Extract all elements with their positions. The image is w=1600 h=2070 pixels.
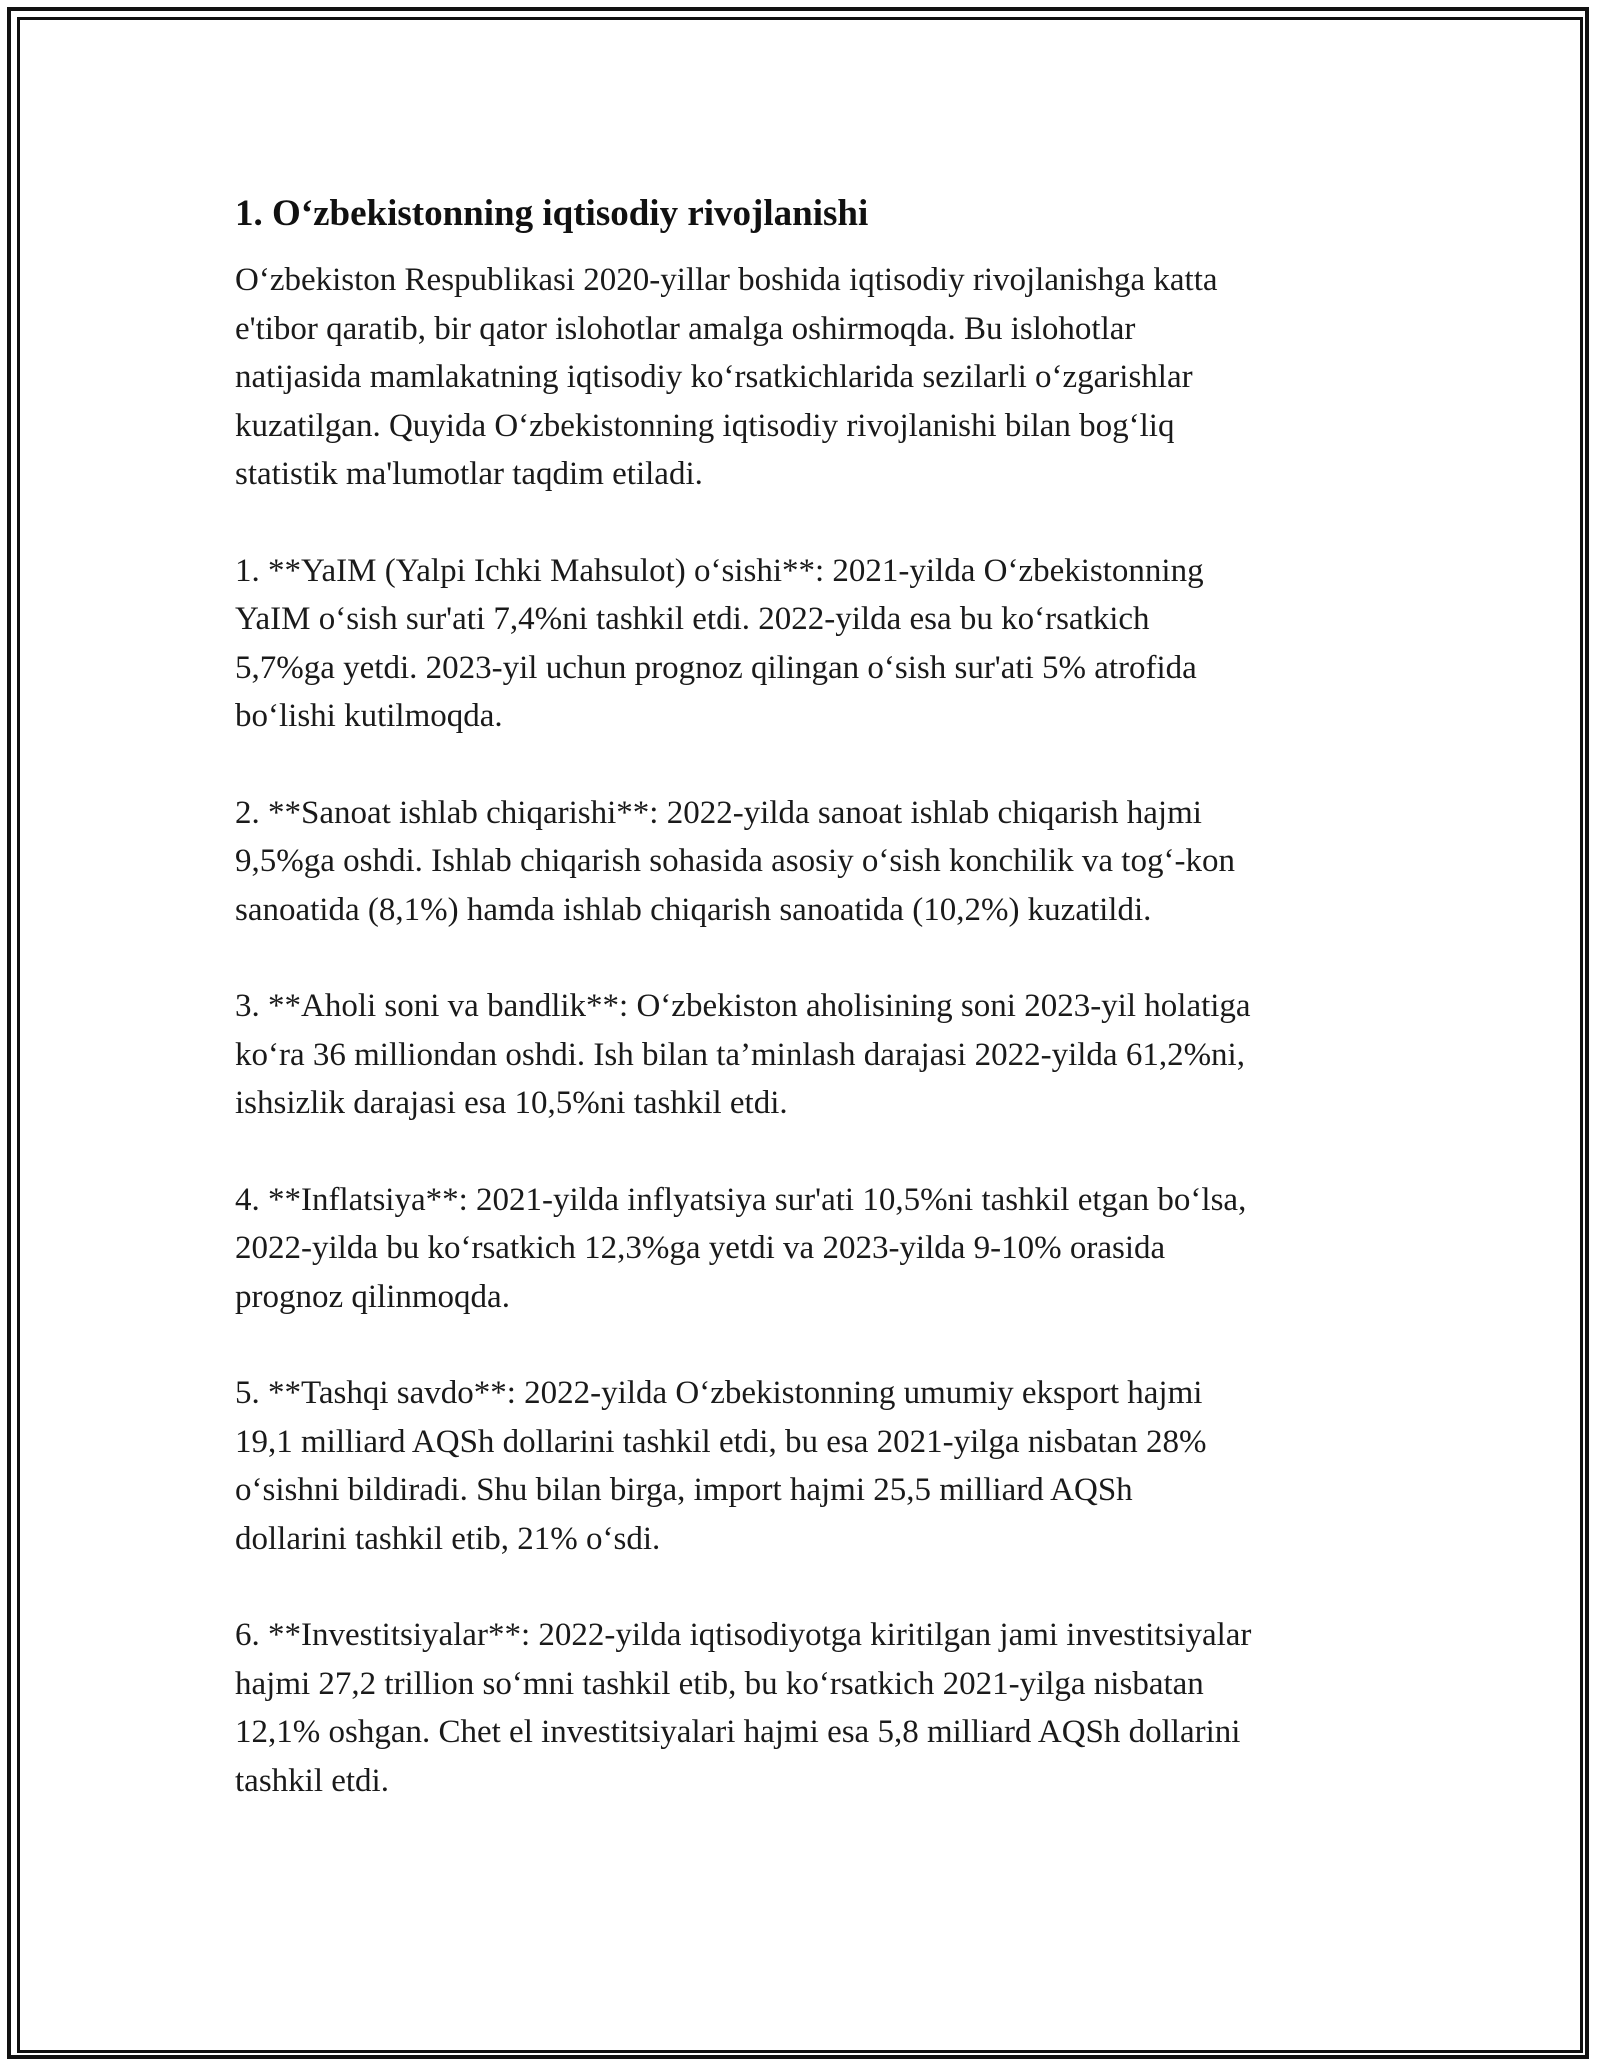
list-item-gdp: 1. **YaIM (Yalpi Ichki Mahsulot) o‘sishi**: 2021-yilda O‘zbekistonning YaIM o‘sish sur'ati 7,4%ni tashkil etdi. 2022-yilda esa bu ko‘rsatkich 5,7%ga yetdi. 2023-yil uchun prognoz qilingan o‘sish sur'ati 5% atrofida bo‘lishi kutilmoqda.: [235, 552, 1204, 734]
intro-paragraph: O‘zbekiston Respublikasi 2020-yillar boshida iqtisodiy rivojlanishga katta e'tibor qaratib, bir qator islohotlar amalga oshirmoqda. Bu islohotlar natijasida mamlakatning iqtisodiy ko‘rsatkichlarida sezilarli o‘zgarishlar kuzatilgan. Quyida O‘zbekistonning iqtisodiy rivojlanishi bilan bog‘liq statistik ma'lumotlar taqdim etiladi.: [235, 262, 1218, 492]
list-item-population: 3. **Aholi soni va bandlik**: O‘zbekiston aholisining soni 2023-yil holatiga ko‘ra 36 milliondan oshdi. Ish bilan ta’minlash darajasi 2022-yilda 61,2%ni, ishsizlik darajasi esa 10,5%ni tashkil etdi.: [235, 988, 1251, 1121]
document-title: 1. O‘zbekistonning iqtisodiy rivojlanishi: [235, 193, 869, 234]
list-item-trade: 5. **Tashqi savdo**: 2022-yilda O‘zbekistonning umumiy eksport hajmi 19,1 milliard AQSh dollarini tashkil etdi, bu esa 2021-yilga nisbatan 28% o‘sishni bildiradi. Shu bilan birga, import hajmi 25,5 milliard AQSh dollarini tashkil etib, 21% o‘sdi.: [235, 1375, 1207, 1557]
list-item-investment: 6. **Investitsiyalar**: 2022-yilda iqtisodiyotga kiritilgan jami investitsiyalar hajmi 27,2 trillion so‘mni tashkil etib, bu ko‘rsatkich 2021-yilga nisbatan 12,1% oshgan. Chet el investitsiyalari hajmi esa 5,8 milliard AQSh dollarini tashkil etdi.: [235, 1617, 1252, 1799]
document-body: [235, 188, 1385, 1853]
list-item-industry: 2. **Sanoat ishlab chiqarishi**: 2022-yilda sanoat ishlab chiqarish hajmi 9,5%ga oshdi. Ishlab chiqarish sohasida asosiy o‘sish konchilik va tog‘-kon sanoatida (8,1%) hamda ishlab chiqarish sanoatida (10,2%) kuzatildi.: [235, 794, 1235, 928]
list-item-inflation: 4. **Inflatsiya**: 2021-yilda inflyatsiya sur'ati 10,5%ni tashkil etgan bo‘lsa, 2022-yilda bu ko‘rsatkich 12,3%ga yetdi va 2023-yilda 9-10% orasida prognoz qilinmoqda.: [235, 1181, 1247, 1315]
